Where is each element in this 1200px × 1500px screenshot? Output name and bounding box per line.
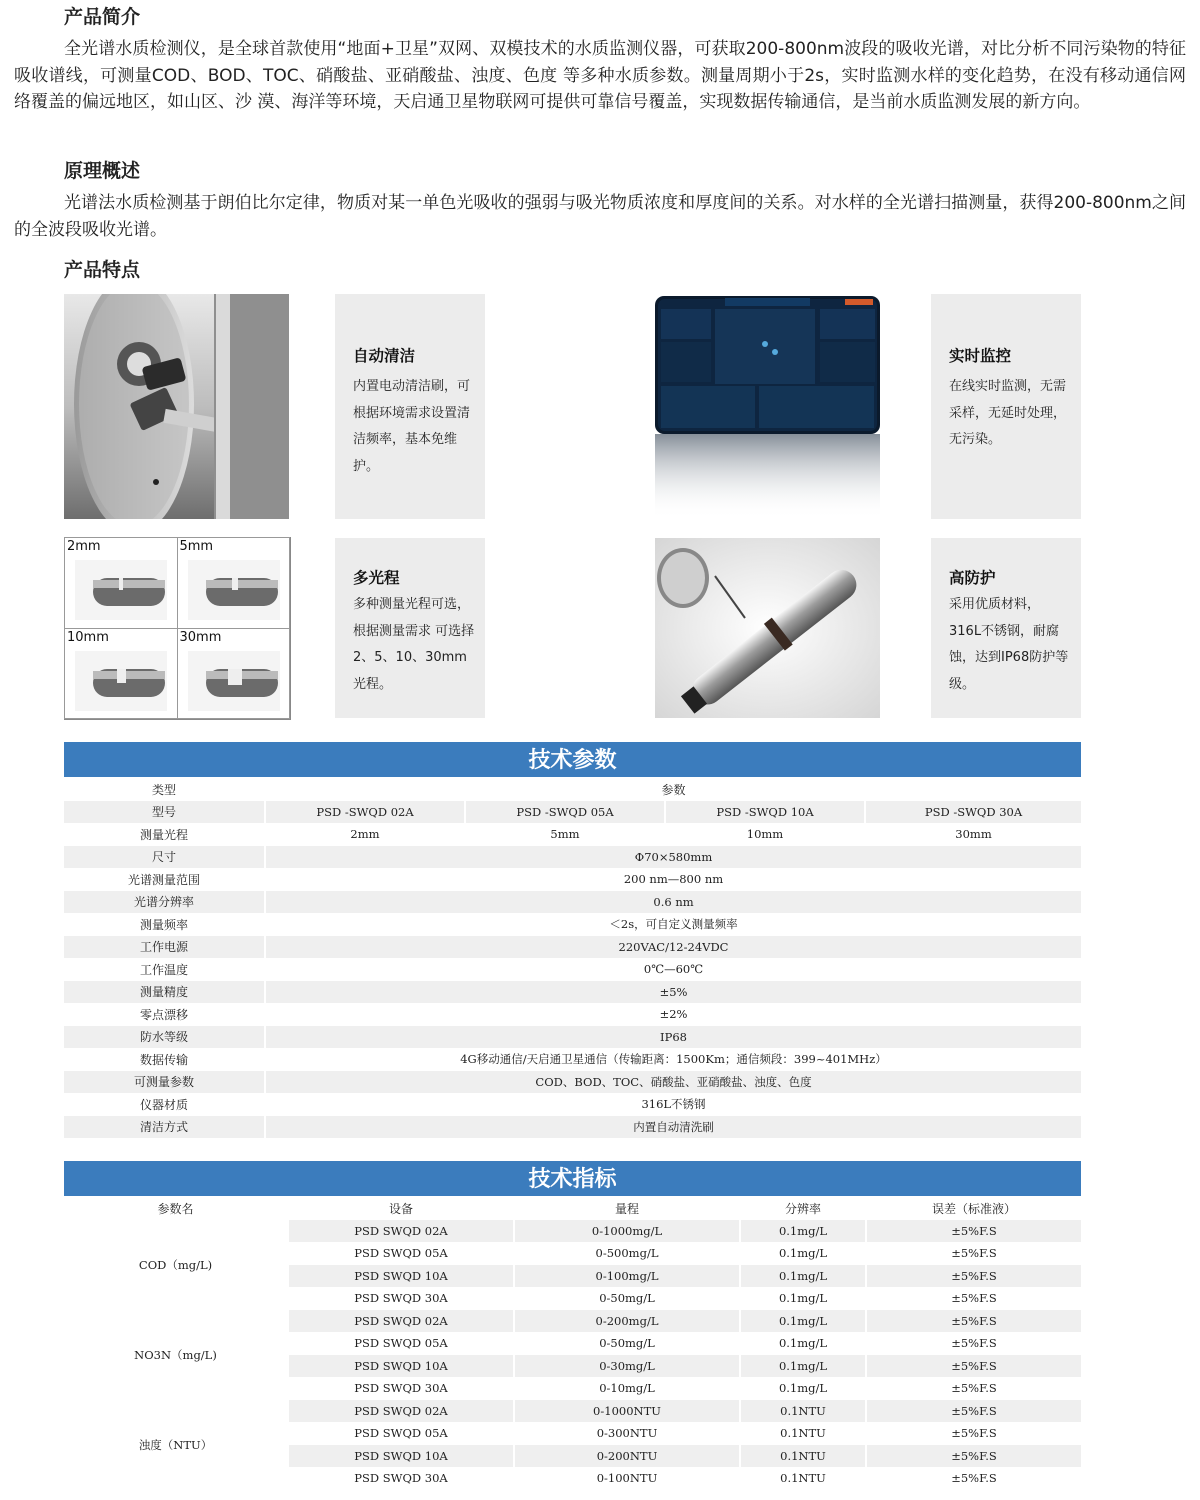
params-row <box>64 913 1081 936</box>
param-name-cell: 清洁方式 <box>64 1116 265 1139</box>
spec-cell: PSD SWQD 10A <box>288 1265 514 1288</box>
params-row <box>64 846 1081 869</box>
param-type-header: 类型 <box>151 782 176 797</box>
probe-tip-icon <box>75 560 167 620</box>
tech-specs-table <box>64 1197 1081 1490</box>
spec-cell: 0.1mg/L <box>740 1332 866 1355</box>
lens-cell-10mm <box>64 628 178 720</box>
tech-specs-title-bar: 技术指标 <box>64 1161 1081 1196</box>
spec-cell: 0-30mg/L <box>514 1355 740 1378</box>
param-value-header: 参数 <box>265 778 1081 801</box>
spec-cell: ±5%F.S <box>866 1265 1081 1288</box>
param-value-cell: Φ70×580mm <box>265 846 1081 869</box>
optical-path-grid <box>64 537 291 720</box>
spec-cell: 0-100NTU <box>514 1467 740 1490</box>
param-name-cell: 零点漂移 <box>139 1007 188 1022</box>
lens-label: 30mm <box>179 629 222 645</box>
spec-cell: ±5%F.S <box>866 1467 1081 1490</box>
params-row <box>64 1048 1081 1071</box>
params-row <box>64 891 1081 914</box>
model-cell: PSD -SWQD 02A <box>265 801 465 824</box>
param-value-cell: 0.6 nm <box>265 891 1081 914</box>
spec-cell: 0-200NTU <box>514 1445 740 1468</box>
param-name-cell: 可测量参数 <box>64 1071 265 1094</box>
spec-cell: 0-200mg/L <box>514 1310 740 1333</box>
path-cell: 5mm <box>465 823 665 846</box>
param-name-cell: 仪器材质 <box>139 1097 188 1112</box>
spec-cell: 0.1mg/L <box>740 1310 866 1333</box>
intro-title: 产品简介 <box>64 6 141 28</box>
spec-header-cell: 分辨率 <box>740 1197 866 1220</box>
param-name-cell: 尺寸 <box>64 846 265 869</box>
spec-cell: ±5%F.S <box>866 1377 1081 1400</box>
feature-card-realtime-monitor <box>931 294 1081 519</box>
tech-params-table <box>64 778 1081 1138</box>
spec-cell: PSD SWQD 02A <box>288 1400 514 1423</box>
param-name-cell: 数据传输 <box>139 1052 188 1067</box>
spec-cell: PSD SWQD 10A <box>288 1355 514 1378</box>
spec-cell: PSD SWQD 30A <box>288 1467 514 1490</box>
param-value-cell: ＜2s，可自定义测量频率 <box>265 913 1081 936</box>
spec-param-name: NO3N（mg/L) <box>64 1310 288 1400</box>
model-cell: PSD -SWQD 30A <box>865 801 1081 824</box>
spec-cell: ±5%F.S <box>866 1287 1081 1310</box>
spec-cell: PSD SWQD 05A <box>288 1242 514 1265</box>
feature-card-high-protection <box>931 538 1081 718</box>
features-title: 产品特点 <box>64 259 141 281</box>
params-row <box>64 868 1081 891</box>
lens-cell-5mm <box>177 537 291 629</box>
param-name-cell: 型号 <box>64 801 265 824</box>
params-row <box>64 1093 1081 1116</box>
spec-cell: 0.1mg/L <box>740 1355 866 1378</box>
param-value-cell: ±5% <box>265 981 1081 1004</box>
params-row <box>64 1003 1081 1026</box>
spec-cell: ±5%F.S <box>866 1355 1081 1378</box>
tech-params-title-bar: 技术参数 <box>64 742 1081 777</box>
params-row <box>64 1026 1081 1049</box>
spec-cell: PSD SWQD 30A <box>288 1287 514 1310</box>
spec-cell: ±5%F.S <box>866 1400 1081 1423</box>
params-row <box>64 958 1081 981</box>
spec-cell: PSD SWQD 02A <box>288 1310 514 1333</box>
spec-cell: 0.1NTU <box>740 1445 866 1468</box>
spec-cell: ±5%F.S <box>866 1332 1081 1355</box>
spec-cell: 0.1NTU <box>740 1422 866 1445</box>
param-value-cell: 220VAC/12-24VDC <box>265 936 1081 959</box>
lens-cell-2mm <box>64 537 178 629</box>
param-value-cell: ±2% <box>265 1003 1081 1026</box>
spec-cell: ±5%F.S <box>866 1445 1081 1468</box>
spec-param-name: COD（mg/L) <box>64 1220 288 1310</box>
param-name-cell: 测量频率 <box>139 917 188 932</box>
feature-title: 实时监控 <box>949 347 1012 365</box>
param-value-cell: 0℃—60℃ <box>265 958 1081 981</box>
probe-tip-icon <box>75 651 167 711</box>
lens-label: 2mm <box>67 539 101 554</box>
spec-cell: 0-500mg/L <box>514 1242 740 1265</box>
monitoring-dashboard-screen <box>655 294 880 519</box>
spec-cell: 0.1mg/L <box>740 1220 866 1243</box>
param-value-cell: 4G移动通信/天启通卫星通信（传输距离：1500Km；通信频段：399~401MHz） <box>265 1048 1081 1071</box>
feature-desc: 在线实时监测，无需采样，无延时处理，无污染。 <box>949 379 1067 447</box>
feature-desc: 采用优质材料，316L不锈钢，耐腐蚀，达到IP68防护等级。 <box>949 597 1069 692</box>
spec-cell: 0.1NTU <box>740 1400 866 1423</box>
lens-cell-30mm <box>177 628 291 720</box>
feature-title: 高防护 <box>949 569 996 587</box>
spec-row <box>64 1400 1081 1423</box>
param-name-cell: 工作电源 <box>64 936 265 959</box>
probe-tip-icon <box>188 651 280 711</box>
spec-row <box>64 1310 1081 1333</box>
spec-header-cell: 量程 <box>514 1197 740 1220</box>
intro-paragraph: 全光谱水质检测仪，是全球首款使用“地面+卫星”双网、双模技术的水质监测仪器，可获取200-800nm波段的吸收光谱，对比分析不同污染物的特征吸收谱线，可测量COD、BOD、TOC、硝酸盐、亚硝酸盐、浊度、色度 等多种水质参数。测量周期小于2s，实时监测水样的变化趋势，在没有移动通信网络覆盖的偏远地区，如山区、沙 漠、海洋等环境，天启通卫星物联网可提供可靠信号覆盖，实现数据传输通信，是当前水质监测发展的新方向。 <box>14 39 1186 112</box>
param-name-cell: 光谱测量范围 <box>127 872 200 887</box>
spec-header-cell: 误差（标准液） <box>866 1197 1081 1220</box>
spec-cell: 0-300NTU <box>514 1422 740 1445</box>
param-value-cell: 316L不锈钢 <box>265 1093 1081 1116</box>
path-cell: 2mm <box>265 823 465 846</box>
feature-desc: 内置电动清洁刷，可根据环境需求设置清洁频率，基本免维护。 <box>353 379 471 474</box>
spec-cell: ±5%F.S <box>866 1422 1081 1445</box>
specs-header-row <box>64 1197 1081 1220</box>
params-row <box>64 936 1081 959</box>
param-value-cell: IP68 <box>265 1026 1081 1049</box>
param-name-cell: 测量光程 <box>139 827 188 842</box>
params-row <box>64 981 1081 1004</box>
lens-label: 10mm <box>67 629 109 645</box>
spec-cell: 0-1000mg/L <box>514 1220 740 1243</box>
param-name-cell: 防水等级 <box>64 1026 265 1049</box>
params-header-row <box>64 778 1081 801</box>
probe-tip-icon <box>188 560 280 620</box>
model-cell: PSD -SWQD 05A <box>465 801 665 824</box>
feature-card-multi-path <box>335 538 485 718</box>
spec-cell: PSD SWQD 30A <box>288 1377 514 1400</box>
path-cell: 10mm <box>665 823 865 846</box>
feature-title: 自动清洁 <box>353 347 416 365</box>
spec-param-name: 浊度（NTU） <box>64 1400 288 1490</box>
cleaning-brush-photo <box>64 294 289 519</box>
spec-cell: PSD SWQD 10A <box>288 1445 514 1468</box>
param-name-cell: 光谱分辨率 <box>64 891 265 914</box>
params-path-row <box>64 823 1081 846</box>
feature-card-auto-clean <box>335 294 485 519</box>
model-cell: PSD -SWQD 10A <box>665 801 865 824</box>
spec-cell: 0-10mg/L <box>514 1377 740 1400</box>
spec-cell: 0-50mg/L <box>514 1287 740 1310</box>
spec-cell: PSD SWQD 05A <box>288 1422 514 1445</box>
probe-sensor-photo <box>655 538 880 718</box>
spec-cell: 0.1mg/L <box>740 1242 866 1265</box>
param-name-cell: 测量精度 <box>64 981 265 1004</box>
spec-header-cell: 参数名 <box>157 1201 194 1216</box>
spec-cell: 0.1mg/L <box>740 1377 866 1400</box>
spec-cell: 0.1mg/L <box>740 1287 866 1310</box>
principle-paragraph: 光谱法水质检测基于朗伯比尔定律，物质对某一单色光吸收的强弱与吸光物质浓度和厚度间的关系。对水样的全光谱扫描测量，获得200-800nm之间的全波段吸收光谱。 <box>14 193 1186 240</box>
spec-cell: 0-50mg/L <box>514 1332 740 1355</box>
params-row <box>64 1116 1081 1139</box>
feature-title: 多光程 <box>353 569 400 587</box>
param-value-cell: COD、BOD、TOC、硝酸盐、亚硝酸盐、浊度、色度 <box>265 1071 1081 1094</box>
param-name-cell: 工作温度 <box>139 962 188 977</box>
spec-header-cell: 设备 <box>288 1197 514 1220</box>
lens-label: 5mm <box>179 539 214 554</box>
param-value-cell: 内置自动清洗刷 <box>265 1116 1081 1139</box>
path-cell: 30mm <box>865 823 1081 846</box>
param-value-cell: 200 nm—800 nm <box>265 868 1081 891</box>
params-model-row <box>64 801 1081 824</box>
spec-cell: PSD SWQD 05A <box>288 1332 514 1355</box>
spec-cell: ±5%F.S <box>866 1310 1081 1333</box>
spec-cell: ±5%F.S <box>866 1242 1081 1265</box>
spec-cell: 0-1000NTU <box>514 1400 740 1423</box>
spec-cell: 0-100mg/L <box>514 1265 740 1288</box>
spec-row <box>64 1220 1081 1243</box>
spec-cell: PSD SWQD 02A <box>288 1220 514 1243</box>
spec-cell: 0.1NTU <box>740 1467 866 1490</box>
feature-desc: 多种测量光程可选，根据测量需求 可选择2、5、10、30mm光程。 <box>353 597 475 692</box>
params-row <box>64 1071 1081 1094</box>
spec-cell: 0.1mg/L <box>740 1265 866 1288</box>
principle-title: 原理概述 <box>64 160 141 182</box>
spec-cell: ±5%F.S <box>866 1220 1081 1243</box>
